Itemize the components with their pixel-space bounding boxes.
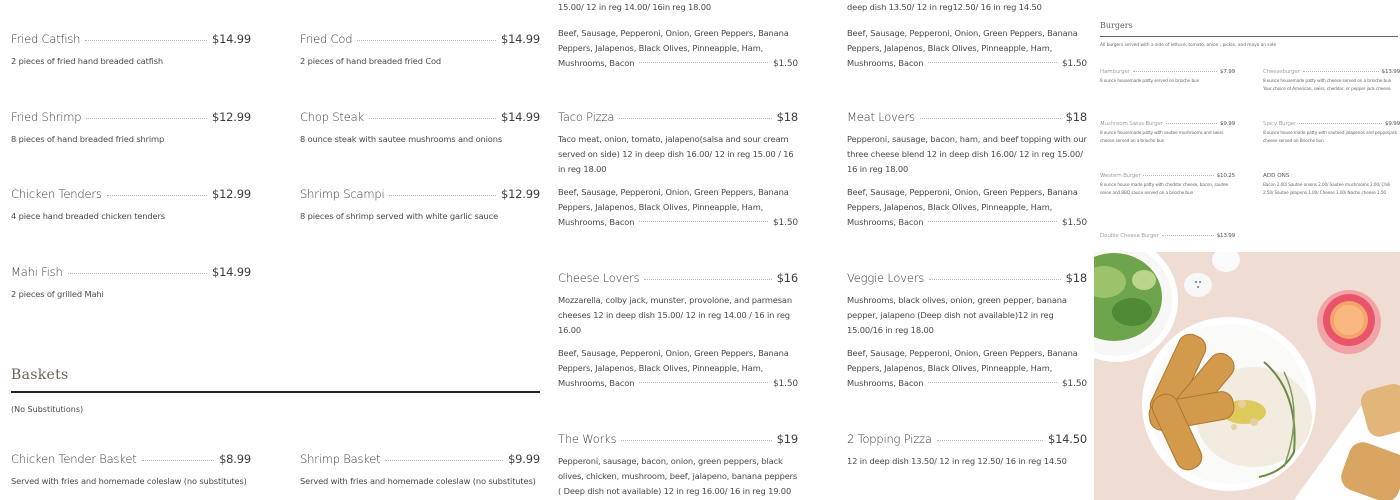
toppings-text: Beef, Sausage, Pepperoni, Onion, Green Peppers, Banana [558,348,789,358]
item-description: 8 ounce house made patty with cheddar cheese, bacon, sautee onion and BBQ sauce served on a brioche bun [1100,183,1229,196]
item-name: Shrimp Basket [300,452,381,466]
item-description: 8 ounce housemade patty served on brioche bun [1100,79,1200,84]
leader-dots [920,118,1061,119]
item-name: Western Burger [1100,173,1141,179]
toppings-text: Peppers, Jalapenos, Black Olives, Pinneapple, Ham, [847,43,1053,53]
item-name: Taco Pizza [558,110,615,124]
leader-dots [937,440,1043,441]
item-price: $10.25 [1216,173,1235,179]
toppings-text: Mushrooms, Bacon [558,217,635,227]
item-price: $14.50 [1047,432,1087,446]
menu-item-fried-cod [300,32,540,69]
leader-dots [928,382,1057,383]
leader-dots [357,40,496,41]
topping-price: $1.50 [1061,379,1087,389]
menu-item-fried-catfish [11,32,251,69]
leader-dots [1303,71,1379,72]
menu-item-double-cheese-burger [1100,233,1235,239]
leader-dots [619,118,771,119]
leader-dots [369,118,496,119]
leader-dots [639,221,768,222]
leader-dots [639,62,768,63]
item-name: Meat Lovers [847,110,915,124]
item-price: $8.99 [219,452,251,466]
toppings-block [847,26,1087,72]
leader-dots [85,40,207,41]
item-name: The Works [558,432,617,446]
toppings-text: Peppers, Jalapenos, Black Olives, Pinneapple, Ham, [558,202,764,212]
toppings-block [847,185,1087,231]
item-name: Chop Steak [300,110,364,124]
addons-title: ADD ONS [1263,173,1290,179]
leader-dots [1143,175,1213,176]
item-description: Served with fries and homemade coleslaw (no substitutes) [11,476,247,486]
section-divider [1100,36,1398,37]
menu-item-taco-pizza [558,110,798,231]
toppings-text: Beef, Sausage, Pepperoni, Onion, Green Peppers, Banana [847,348,1078,358]
toppings-text: Beef, Sausage, Pepperoni, Onion, Green Peppers, Banana [558,187,789,197]
item-name: Fried Shrimp [11,110,82,124]
item-description: Pepperoni, sausage, bacon, ham, and beef topping with our three cheese blend 12 in deep dish 16.00/ 12 in reg 15.00/ 16 in reg 18.00 [847,134,1087,174]
item-description: 8 ounce house made patty with sauteed jalapenos and pepperjack cheese served on Brioche bun [1263,131,1398,144]
menu-item-fried-shrimp [11,110,251,147]
section-title-baskets: Baskets [11,367,69,383]
leader-dots [1299,123,1382,124]
leader-dots [68,273,207,274]
item-description: Served with fries and homemade coleslaw (no substitutes) [300,476,536,486]
item-price: $9.99 [1219,121,1235,127]
item-price: $12.99 [211,187,251,201]
item-name: Fried Catfish [11,32,81,46]
leader-dots [142,460,215,461]
item-name: Double Cheese Burger [1100,233,1159,239]
item-name: 2 Topping Pizza [847,432,932,446]
item-name: Veggie Lovers [847,271,925,285]
food-photo-illustration [1094,252,1400,500]
toppings-block [847,346,1087,392]
section-divider [11,391,540,393]
item-price: $9.99 [508,452,540,466]
item-name: Chicken Tenders [11,187,102,201]
item-description-continued: 15.00/ 12 in reg 14.00/ 16in reg 18.00 [558,2,712,12]
item-price: $14.99 [500,32,540,46]
toppings-text: Mushrooms, Bacon [558,58,635,68]
item-name: Cheese Lovers [558,271,640,285]
menu-item-shrimp-scampi [300,187,540,224]
menu-item-spicy-burger [1263,121,1400,146]
item-price: $18 [1065,271,1087,285]
topping-price: $1.50 [772,218,798,228]
item-name: Shrimp Scampi [300,187,385,201]
menu-item-veggie-lovers [847,271,1087,392]
item-price: $9.99 [1384,121,1400,127]
item-name: Cheeseburger [1263,69,1300,75]
item-description: Pepperoni, sausage, bacon, onion, green peppers, black olives, chicken, mushroom, beef, jalapeno, banana peppers ( Deep dish not available) 12 in reg 16.00/ 16 in reg 19.00 [558,456,798,496]
toppings-block [558,346,798,392]
addons-block [1263,173,1400,198]
leader-dots [929,279,1061,280]
item-price: $19 [776,432,798,446]
topping-price: $1.50 [772,59,798,69]
topping-price: $1.50 [772,379,798,389]
item-price: $12.99 [211,110,251,124]
item-price: $18 [776,110,798,124]
item-description: 4 piece hand breaded chicken tenders [11,211,165,221]
item-name: Chicken Tender Basket [11,452,137,466]
leader-dots [639,382,768,383]
toppings-text: Peppers, Jalapenos, Black Olives, Pinneapple, Ham, [847,202,1053,212]
menu-item-2-topping-pizza [847,432,1087,469]
leader-dots [389,195,496,196]
section-note: All burgers served with a side of lettuce, tomato, onion , pickle, and mayo on side [1100,43,1277,48]
toppings-text: Mushrooms, Bacon [558,378,635,388]
menu-item-cheeseburger [1263,69,1400,94]
menu-item-chicken-tenders [11,187,251,224]
leader-dots [1162,235,1214,236]
item-description: 8 ounce housemade patty with cheese served on a brioche bun Your choice of American, swiss, cheddar, or pepper jack cheese [1263,79,1392,92]
menu-item-mushroom-swiss-burger [1100,121,1235,146]
menu-item-western-burger [1100,173,1235,198]
section-note: (No Substitutions) [11,405,84,414]
item-description: 8 ounce steak with sautee mushrooms and onions [300,134,503,144]
toppings-text: Beef, Sausage, Pepperoni, Onion, Green Peppers, Banana [847,28,1078,38]
topping-price: $1.50 [1061,59,1087,69]
menu-item-chop-steak [300,110,540,147]
item-name: Mahi Fish [11,265,63,279]
toppings-text: Mushrooms, Bacon [847,378,924,388]
leader-dots [86,118,207,119]
item-description: 8 ounce housemade patty with sautee mushrooms and swiss cheese served on a brioche bun [1100,131,1224,144]
item-name: Spicy Burger [1263,121,1296,127]
menu-item-meat-lovers [847,110,1087,231]
addons-text: Bacon 2.00/ Sautee onions 2.00/ Sautee mushrooms 2.00/ Chili 2.50/ Sautee jalapeno 1.00/ Cheese 1.00/ Nacho cheese 1.50 [1263,183,1391,196]
item-price: $12.99 [500,187,540,201]
item-description: 8 pieces of hand breaded fried shrimp [11,134,165,144]
leader-dots [621,440,771,441]
item-name: Mushroom Swiss Burger [1100,121,1163,127]
item-description: 8 pieces of shrimp served with white garlic sauce [300,211,499,221]
item-description: Mozzarella, colby jack, munster, provolone, and parmesan cheeses 12 in deep dish 15.00/ 12 in reg 14.00 / 16 in reg 16.00 [558,295,792,335]
item-name: Fried Cod [300,32,353,46]
item-price: $13.99 [1381,69,1400,75]
item-price: $14.99 [211,32,251,46]
item-description: 2 pieces of grilled Mahi [11,289,104,299]
toppings-block [558,26,798,72]
leader-dots [385,460,503,461]
menu-item-the-works [558,432,798,499]
toppings-text: Mushrooms, Bacon [847,217,924,227]
toppings-text: Peppers, Jalapenos, Black Olives, Pinneapple, Ham, [558,363,764,373]
menu-item-mahi-fish [11,265,251,302]
topping-price: $1.50 [1061,218,1087,228]
leader-dots [107,195,207,196]
item-description: Taco meat, onion, tomato, jalapeno(salsa and sour cream served on side) 12 in deep dish 16.00/ 12 in reg 15.00 / 16 in reg 18.00 [558,134,794,174]
menu-item-hamburger [1100,69,1235,86]
leader-dots [1133,71,1217,72]
item-description: Mushrooms, black olives, onion, green pepper, banana pepper, jalapeno (Deep dish not available)12 in reg 15.00/16 in reg 18.00 [847,295,1067,335]
item-price: $18 [1065,110,1087,124]
item-price: $16 [776,271,798,285]
toppings-text: Peppers, Jalapenos, Black Olives, Pinneapple, Ham, [847,363,1053,373]
item-description: 2 pieces of hand breaded fried Cod [300,56,441,66]
menu-item-shrimp-basket [300,452,540,489]
toppings-text: Mushrooms, Bacon [847,58,924,68]
toppings-text: Peppers, Jalapenos, Black Olives, Pinneapple, Ham, [558,43,764,53]
leader-dots [928,221,1057,222]
menu-item-chicken-tender-basket [11,452,251,489]
section-title-burgers: Burgers [1100,21,1133,30]
item-description: 2 pieces of fried hand breaded catfish [11,56,163,66]
leader-dots [928,62,1057,63]
item-description: 12 in deep dish 13.50/ 12 in reg 12.50/ 16 in reg 14.50 [847,456,1067,466]
item-description-continued: deep dish 13.50/ 12 in reg12.50/ 16 in reg 14.50 [847,2,1042,12]
item-name: Hamburger [1100,69,1130,75]
leader-dots [644,279,771,280]
toppings-text: Beef, Sausage, Pepperoni, Onion, Green Peppers, Banana [847,187,1078,197]
leader-dots [1166,123,1217,124]
menu-item-cheese-lovers [558,271,798,392]
toppings-block [558,185,798,231]
toppings-text: Beef, Sausage, Pepperoni, Onion, Green Peppers, Banana [558,28,789,38]
item-price: $13.99 [1216,233,1235,239]
item-price: $14.99 [500,110,540,124]
item-price: $14.99 [211,265,251,279]
food-photo [1094,252,1400,500]
item-price: $7.99 [1219,69,1235,75]
